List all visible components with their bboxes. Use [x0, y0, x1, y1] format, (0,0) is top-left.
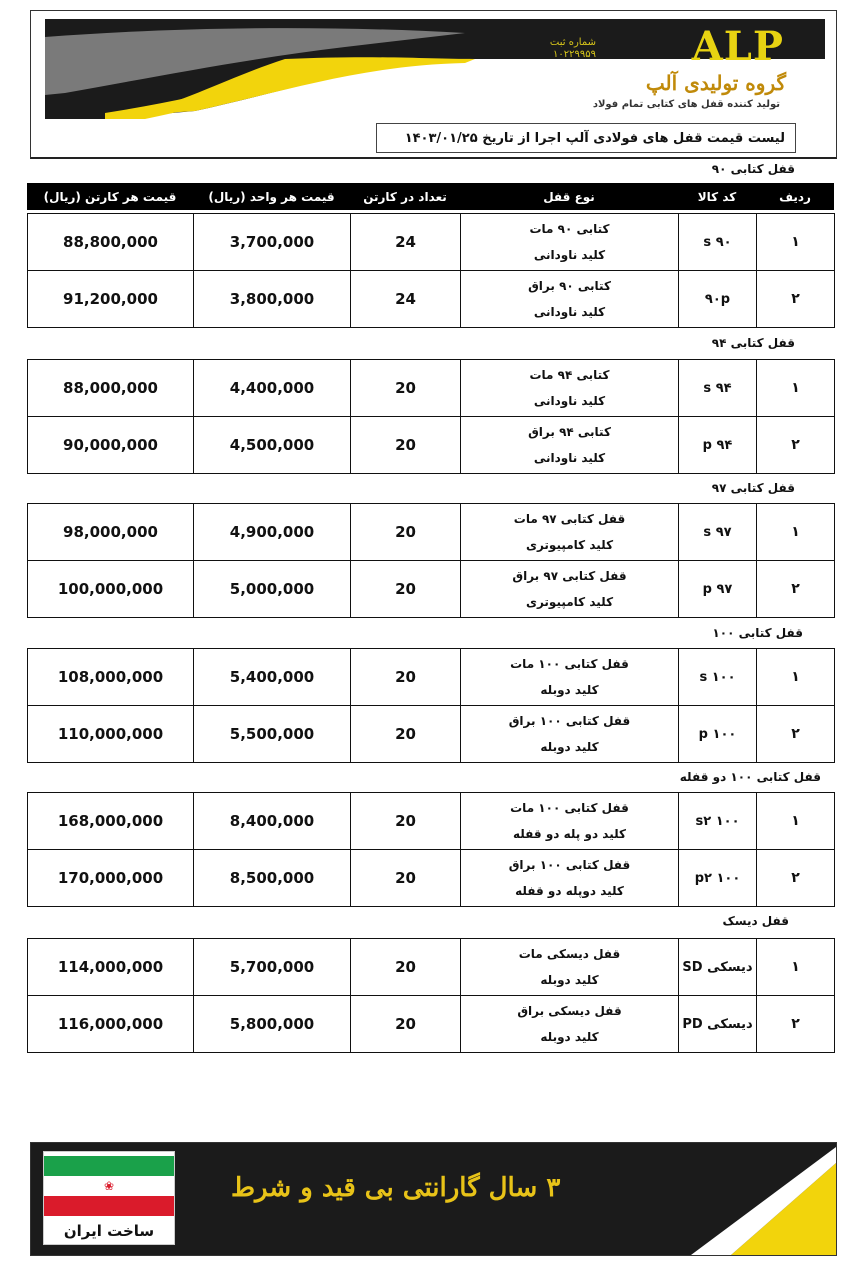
- table-row: [28, 996, 835, 1053]
- row-number: ۲: [757, 996, 835, 1053]
- lock-type-line1: قفل دیسکی مات: [518, 947, 621, 961]
- unit-price: 3,700,000: [194, 214, 351, 271]
- lock-type: [461, 271, 679, 328]
- product-code: ۹۴ s: [679, 360, 757, 417]
- row-number: ۱: [757, 214, 835, 271]
- carton-count: 20: [351, 996, 461, 1053]
- lock-type-line2: کلید دوبله: [540, 1030, 599, 1044]
- lock-type-line1: کتابی ۹۰ مات: [529, 222, 610, 236]
- lock-type-line2: کلید کامپیوتری: [525, 538, 614, 552]
- product-code: ۱۰۰ p: [679, 706, 757, 763]
- carton-count: 20: [351, 360, 461, 417]
- col-header-count: تعداد در کارتن: [350, 183, 460, 210]
- lock-type-line1: قفل دیسکی براق: [517, 1004, 622, 1018]
- price-table-section: [27, 503, 835, 618]
- company-subtitle: تولید کننده قفل های کتابی تمام فولاد: [592, 99, 780, 110]
- carton-price: 100,000,000: [28, 561, 194, 618]
- lock-type: [461, 996, 679, 1053]
- unit-price: 5,500,000: [194, 706, 351, 763]
- lock-type: [461, 649, 679, 706]
- lock-type: [461, 360, 679, 417]
- carton-price: 170,000,000: [28, 850, 194, 907]
- row-number: ۱: [757, 939, 835, 996]
- carton-price: 88,800,000: [28, 214, 194, 271]
- product-code: ۹۷ p: [679, 561, 757, 618]
- carton-price: 91,200,000: [28, 271, 194, 328]
- unit-price: 4,900,000: [194, 504, 351, 561]
- company-name: گروه تولیدی آلپ: [645, 71, 786, 95]
- carton-count: 20: [351, 504, 461, 561]
- warranty-text: ۳ سال گارانتی بی قید و شرط: [231, 1173, 561, 1203]
- col-header-carton-price: قیمت هر کارتن (ریال): [27, 183, 193, 210]
- unit-price: 5,400,000: [194, 649, 351, 706]
- carton-price: 108,000,000: [28, 649, 194, 706]
- lock-type-line1: قفل کتابی ۹۷ مات: [513, 512, 626, 526]
- carton-count: 20: [351, 706, 461, 763]
- lock-type-line2: کلید دوبله: [540, 973, 599, 987]
- lock-type-line1: قفل کتابی ۹۷ براق: [512, 569, 627, 583]
- lock-type-line1: قفل کتابی ۱۰۰ مات: [510, 657, 629, 671]
- unit-price: 8,400,000: [194, 793, 351, 850]
- flag-emblem-icon: ❀: [103, 1179, 115, 1193]
- lock-type-line2: کلید ناودانی: [533, 305, 606, 319]
- col-header-row: ردیف: [756, 183, 834, 210]
- carton-price: 114,000,000: [28, 939, 194, 996]
- carton-count: 20: [351, 649, 461, 706]
- section-title: قفل دیسک: [722, 914, 789, 928]
- unit-price: 3,800,000: [194, 271, 351, 328]
- section-title: قفل کتابی ۱۰۰ دو قفله: [679, 770, 821, 784]
- lock-type-line2: کلید ناودانی: [533, 451, 606, 465]
- lock-type-line1: کتابی ۹۴ مات: [529, 368, 610, 382]
- lock-type-line1: قفل کتابی ۱۰۰ براق: [508, 858, 631, 872]
- flag-red: [44, 1196, 174, 1216]
- product-code: دیسکی PD: [679, 996, 757, 1053]
- table-row: [28, 417, 835, 474]
- lock-type: [461, 939, 679, 996]
- section-title: قفل کتابی ۹۰: [711, 162, 795, 176]
- price-table-section: [27, 359, 835, 474]
- section-title: قفل کتابی ۹۴: [711, 336, 795, 350]
- table-row: [28, 793, 835, 850]
- lock-type-line1: قفل کتابی ۱۰۰ مات: [510, 801, 629, 815]
- alp-logo: ALP: [691, 23, 784, 70]
- header-row: [27, 183, 834, 210]
- lock-type-line1: کتابی ۹۴ براق: [528, 425, 611, 439]
- lock-type-line2: کلید ناودانی: [533, 248, 606, 262]
- price-table-section: [27, 792, 835, 907]
- table-row: [28, 706, 835, 763]
- lock-type-line1: قفل کتابی ۱۰۰ براق: [508, 714, 631, 728]
- unit-price: 8,500,000: [194, 850, 351, 907]
- carton-price: 116,000,000: [28, 996, 194, 1053]
- row-number: ۲: [757, 706, 835, 763]
- lock-type-line2: کلید دو پله دو قفله: [512, 827, 626, 841]
- section-title: قفل کتابی ۱۰۰: [712, 626, 803, 640]
- lock-type: [461, 850, 679, 907]
- row-number: ۱: [757, 649, 835, 706]
- row-number: ۱: [757, 793, 835, 850]
- carton-count: 20: [351, 939, 461, 996]
- price-table-section: [27, 213, 835, 328]
- price-list-title: لیست قیمت قفل های فولادی آلپ اجرا از تاریخ ۱۴۰۳/۰۱/۲۵: [376, 123, 796, 153]
- table-row: [28, 214, 835, 271]
- lock-type-line2: کلید دوبله: [540, 740, 599, 754]
- lock-type: [461, 706, 679, 763]
- flag-green: [44, 1156, 174, 1176]
- table-row: [28, 850, 835, 907]
- carton-count: 20: [351, 793, 461, 850]
- row-number: ۲: [757, 417, 835, 474]
- product-code: ۱۰۰ s: [679, 649, 757, 706]
- unit-price: 5,800,000: [194, 996, 351, 1053]
- row-number: ۱: [757, 360, 835, 417]
- lock-type-line2: کلید دوبله: [540, 683, 599, 697]
- product-code: ۹۷ s: [679, 504, 757, 561]
- product-code: دیسکی SD: [679, 939, 757, 996]
- row-number: ۲: [757, 271, 835, 328]
- row-number: ۱: [757, 504, 835, 561]
- carton-price: 90,000,000: [28, 417, 194, 474]
- price-table-section: [27, 648, 835, 763]
- carton-count: 24: [351, 271, 461, 328]
- col-header-code: کد کالا: [678, 183, 756, 210]
- unit-price: 4,500,000: [194, 417, 351, 474]
- made-in-iran: ساخت ایران: [63, 1222, 155, 1240]
- col-header-type: نوع قفل: [460, 183, 678, 210]
- lock-type-line2: کلید دوپله دو قفله: [515, 884, 624, 898]
- unit-price: 5,700,000: [194, 939, 351, 996]
- lock-type: [461, 504, 679, 561]
- carton-count: 20: [351, 850, 461, 907]
- section-title: قفل کتابی ۹۷: [711, 481, 795, 495]
- price-table-section: [27, 938, 835, 1053]
- lock-type: [461, 561, 679, 618]
- carton-price: 88,000,000: [28, 360, 194, 417]
- price-table-header: [27, 183, 834, 210]
- registration-number: شماره ثبت ۱۰۲۲۹۹۵۹: [549, 37, 596, 60]
- table-row: [28, 360, 835, 417]
- product-code: ۹۰p: [679, 271, 757, 328]
- table-row: [28, 561, 835, 618]
- lock-type: [461, 214, 679, 271]
- carton-price: 110,000,000: [28, 706, 194, 763]
- lock-type-line2: کلید ناودانی: [533, 394, 606, 408]
- lock-type-line1: کتابی ۹۰ براق: [528, 279, 611, 293]
- product-code: ۱۰۰ p۲: [679, 850, 757, 907]
- iran-flag: [43, 1151, 175, 1245]
- row-number: ۲: [757, 561, 835, 618]
- carton-price: 168,000,000: [28, 793, 194, 850]
- footer-box: [30, 1142, 837, 1256]
- unit-price: 4,400,000: [194, 360, 351, 417]
- lock-type-line2: کلید کامپیوتری: [525, 595, 614, 609]
- product-code: ۹۴ p: [679, 417, 757, 474]
- table-row: [28, 504, 835, 561]
- carton-count: 20: [351, 561, 461, 618]
- lock-type: [461, 417, 679, 474]
- product-code: ۱۰۰ s۲: [679, 793, 757, 850]
- table-row: [28, 649, 835, 706]
- carton-count: 20: [351, 417, 461, 474]
- product-code: ۹۰ s: [679, 214, 757, 271]
- unit-price: 5,000,000: [194, 561, 351, 618]
- table-row: [28, 939, 835, 996]
- row-number: ۲: [757, 850, 835, 907]
- lock-type: [461, 793, 679, 850]
- table-row: [28, 271, 835, 328]
- carton-price: 98,000,000: [28, 504, 194, 561]
- col-header-unit-price: قیمت هر واحد (ریال): [193, 183, 350, 210]
- carton-count: 24: [351, 214, 461, 271]
- header-box: [30, 10, 837, 159]
